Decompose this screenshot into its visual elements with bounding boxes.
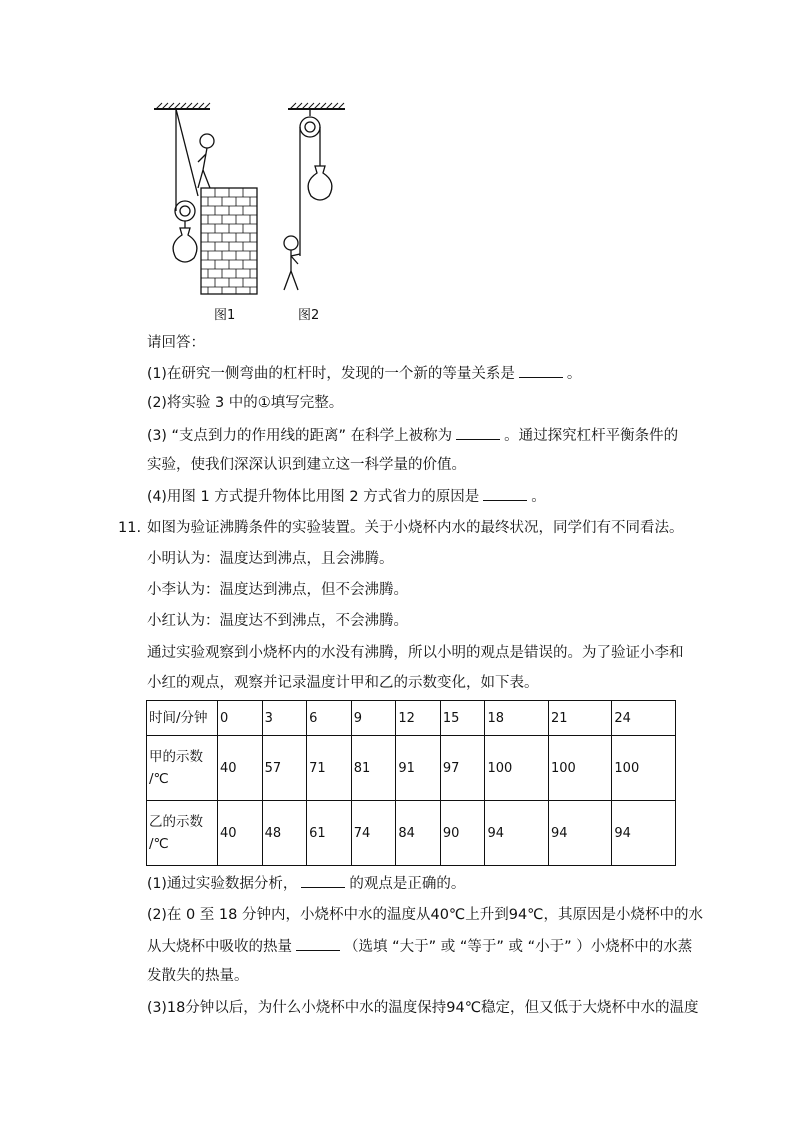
table-cell: 6 (307, 701, 352, 736)
q10-part-4-text: 用图 1 方式提升物体比用图 2 方式省力的原因是 (166, 489, 480, 505)
table-header-time: 时间/分钟 (147, 701, 218, 736)
table-cell: 84 (396, 801, 441, 866)
table-row-time (147, 701, 676, 736)
q11-part-2-c: ，其原因是小烧杯中的水 (543, 907, 703, 923)
question-11-number: 11. (118, 520, 142, 536)
q11-part-2-number: (2) (147, 907, 167, 923)
table-cell: 100 (612, 736, 676, 801)
table-header-jia-a: 甲的示数 (149, 749, 203, 765)
q11-part-2-line2-post: （选填 “大于” 或 “等于” 或 “小于” ）小烧杯中的水蒸 (344, 939, 693, 955)
table-cell: 90 (440, 801, 485, 866)
table-cell: 15 (440, 701, 485, 736)
table-header-yi-b: /℃ (149, 836, 169, 852)
q10-part-3-end: 。通过探究杠杆平衡条件的 (504, 428, 679, 444)
q11-part-1-post: 的观点是正确的。 (349, 876, 466, 892)
table-cell: 100 (548, 736, 611, 801)
table-cell: 21 (548, 701, 611, 736)
table-cell: 61 (307, 801, 352, 866)
q11-part-2-line3: 发散失的热量。 (147, 968, 249, 984)
table-cell: 0 (218, 701, 263, 736)
table-cell: 3 (262, 701, 307, 736)
table-header-yi (147, 801, 218, 866)
q10-part-1-end: 。 (566, 366, 582, 382)
q10-part-2 (147, 393, 343, 413)
q10-part-4-blank[interactable] (483, 486, 527, 501)
q10-part-1-text: 在研究一侧弯曲的杠杆时，发现的一个新的等量关系是 (166, 366, 515, 382)
q10-part-2-pre: 将实验 3 中的 (166, 395, 258, 411)
table-cell: 94 (485, 801, 548, 866)
q11-part-2-a: 在 0 至 18 分钟内，小烧杯中水的温度从 (166, 907, 431, 923)
pulley-diagram (140, 96, 370, 326)
q11-xiaoming-view: 小明认为：温度达到沸点，且会沸腾。 (147, 551, 394, 567)
table-header-yi-a: 乙的示数 (149, 814, 203, 830)
q11-stem-line-6: 小红的观点，观察并记录温度计甲和乙的示数变化，如下表。 (147, 675, 539, 691)
table-cell: 12 (396, 701, 441, 736)
q11-part-1-blank[interactable] (301, 873, 345, 888)
q10-part-3-blank[interactable] (456, 425, 500, 440)
q11-part-2-b: 上升到 (465, 907, 509, 923)
table-cell: 48 (262, 801, 307, 866)
table-cell: 100 (485, 736, 548, 801)
q11-part-3 (147, 998, 699, 1018)
q10-part-1-blank[interactable] (519, 363, 563, 378)
table-cell: 81 (351, 736, 396, 801)
table-cell: 40 (218, 736, 263, 801)
table-cell: 40 (218, 801, 263, 866)
q10-part-1 (147, 363, 581, 384)
q11-stem-line-5: 通过实验观察到小烧杯内的水没有沸腾，所以小明的观点是错误的。为了验证小李和 (147, 645, 684, 661)
q11-part-2-line2 (147, 936, 692, 957)
table-cell: 18 (485, 701, 548, 736)
temperature-value: 94℃ (508, 907, 544, 923)
q10-part-4-end: 。 (531, 489, 546, 505)
table-cell: 74 (351, 801, 396, 866)
q11-stem-line-1: 如图为验证沸腾条件的实验装置。关于小烧杯内水的最终状况，同学们有不同看法。 (147, 520, 684, 536)
q11-xiaoli-view: 小李认为：温度达到沸点，但不会沸腾。 (147, 582, 408, 598)
table-row-yi (147, 801, 676, 866)
q11-part-3-b: 稳定，但又低于大烧杯中水的温度 (481, 1000, 699, 1016)
circled-number: ① (257, 395, 271, 411)
table-header-jia (147, 736, 218, 801)
q11-part-2 (147, 905, 703, 925)
q10-part-3-text: “支点到力的作用线的距离” 在科学上被称为 (166, 428, 453, 444)
table-cell: 57 (262, 736, 307, 801)
answer-prompt: 请回答： (147, 335, 205, 351)
q11-part-1-pre: 通过实验数据分析， (166, 876, 298, 892)
table-cell: 97 (440, 736, 485, 801)
q10-part-3-line2: 实验，使我们深深认识到建立这一科学量的价值。 (147, 457, 466, 473)
q10-part-4 (147, 486, 546, 507)
q10-part-3 (147, 425, 678, 446)
q10-part-1-number: (1) (147, 366, 167, 382)
pulley-figure (140, 96, 370, 326)
q10-part-3-number: (3) (147, 428, 167, 444)
figure-2-label: 图2 (298, 308, 320, 323)
q11-part-1 (147, 873, 465, 894)
q10-part-2-post: 填写完整。 (270, 395, 344, 411)
table-cell: 94 (548, 801, 611, 866)
table-cell: 91 (396, 736, 441, 801)
q11-part-1-number: (1) (147, 876, 167, 892)
table-header-jia-b: /℃ (149, 771, 169, 787)
table-row-jia (147, 736, 676, 801)
q11-part-2-blank[interactable] (296, 936, 340, 951)
q11-part-3-number: (3) (147, 1000, 167, 1016)
q11-part-3-a: 18分钟以后，为什么小烧杯中水的温度保持 (166, 1000, 447, 1016)
temperature-table (146, 700, 676, 866)
table-cell: 24 (612, 701, 676, 736)
q10-part-2-number: (2) (147, 395, 167, 411)
table-cell: 94 (612, 801, 676, 866)
table-cell: 71 (307, 736, 352, 801)
temperature-value: 40℃ (430, 907, 466, 923)
temperature-value: 94℃ (446, 1000, 482, 1016)
q10-part-4-number: (4) (147, 489, 167, 505)
q11-part-2-line2-pre: 从大烧杯中吸收的热量 (147, 939, 292, 955)
table-cell: 9 (351, 701, 396, 736)
q11-xiaohong-view: 小红认为：温度达不到沸点，不会沸腾。 (147, 613, 408, 629)
figure-1-label: 图1 (214, 308, 236, 323)
